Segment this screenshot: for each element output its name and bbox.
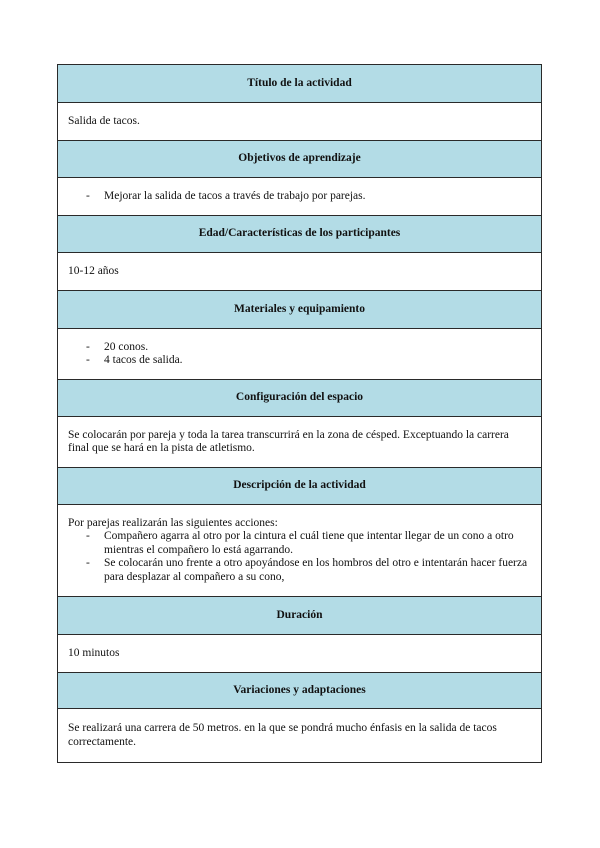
activity-table <box>57 64 542 763</box>
body-space-setup <box>58 417 541 468</box>
body-activity-description <box>58 505 541 597</box>
header-label: Duración <box>276 608 323 621</box>
participants-text: 10-12 años <box>68 264 119 277</box>
body-duration <box>58 635 541 673</box>
header-activity-description <box>58 468 541 505</box>
body-variations <box>58 709 541 762</box>
variations-text: Se realizará una carrera de 50 metros. en la que se pondrá mucho énfasis en la salida de tacos correctamente. <box>68 722 497 748</box>
header-participants <box>58 216 541 253</box>
materials-list <box>68 341 531 368</box>
body-activity-title <box>58 103 541 141</box>
header-label: Edad/Características de los participantes <box>198 227 401 240</box>
body-participants <box>58 253 541 291</box>
header-label: Materiales y equipamiento <box>234 302 365 315</box>
list-item: - 4 tacos de salida. <box>104 354 531 368</box>
description-intro: Por parejas realizarán las siguientes acciones: <box>68 516 278 529</box>
header-label: Configuración del espacio <box>235 391 364 404</box>
header-label: Título de la actividad <box>247 76 352 89</box>
body-materials <box>58 329 541 380</box>
header-learning-objectives <box>58 141 541 178</box>
duration-text: 10 minutos <box>68 646 120 659</box>
header-space-setup <box>58 380 541 417</box>
space-setup-text: Se colocarán por pareja y toda la tarea transcurrirá en la zona de césped. Exceptuando la carrera final que se hará en la pista de atletismo. <box>68 428 509 454</box>
list-item: - Compañero agarra al otro por la cintura el cuál tiene que intentar llegar de un cono a otro mientras el compañero lo está agarrando. <box>104 530 531 557</box>
description-list <box>68 530 531 584</box>
list-item: - Mejorar la salida de tacos a través de trabajo por parejas. <box>104 190 531 204</box>
header-label: Descripción de la actividad <box>233 479 366 492</box>
body-learning-objectives <box>58 178 541 216</box>
header-label: Variaciones y adaptaciones <box>233 683 366 696</box>
list-item: - Se colocarán uno frente a otro apoyándose en los hombros del otro e intentarán hacer fuerza para desplazar al compañero a su cono, <box>104 557 531 584</box>
list-item: - 20 conos. <box>104 341 531 355</box>
objectives-list <box>68 190 531 204</box>
activity-title-text: Salida de tacos. <box>68 114 140 127</box>
header-materials <box>58 291 541 329</box>
header-variations <box>58 673 541 709</box>
header-duration <box>58 597 541 635</box>
header-activity-title <box>58 65 541 103</box>
header-label: Objetivos de aprendizaje <box>238 152 361 165</box>
